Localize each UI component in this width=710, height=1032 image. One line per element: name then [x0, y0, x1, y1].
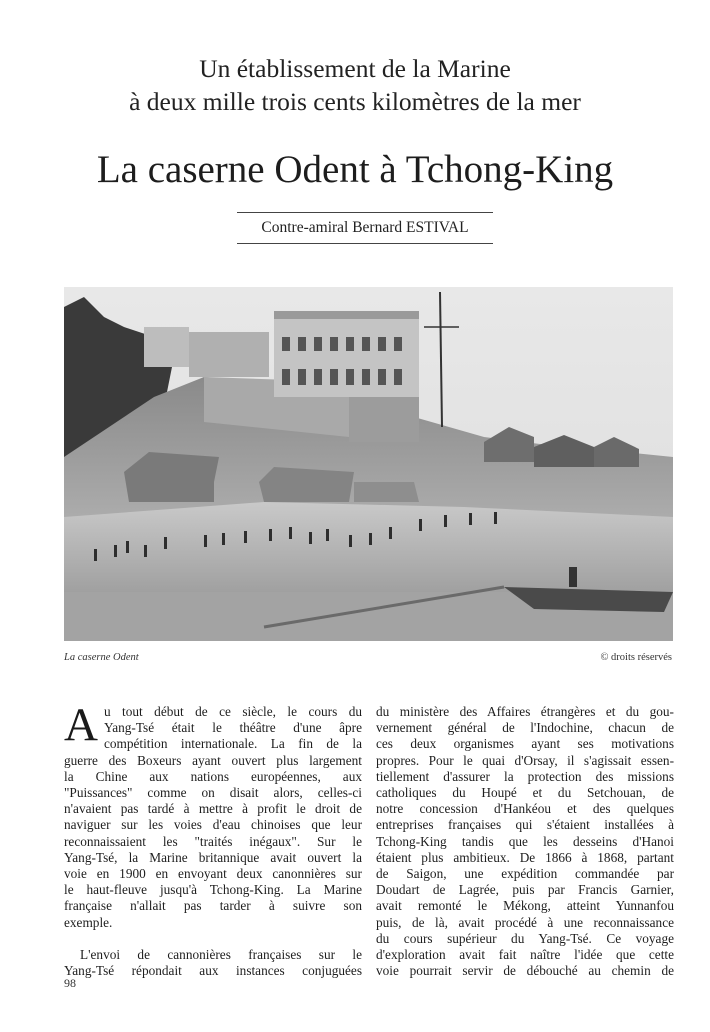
article-title: La caserne Odent à Tchong-King — [96, 148, 614, 191]
text-line: ces deux organismes ayant ses motivations — [376, 736, 674, 752]
article-kicker — [40, 52, 670, 118]
text-line: entreprises françaises qui s'étaient installées à — [376, 817, 674, 833]
text-line: d'exploration avait fait naître l'idée que cette — [376, 947, 674, 963]
text-line: L'envoi de cannonières françaises sur le — [80, 946, 362, 962]
text-line: n'avaient pas tardé à mettre à profit le droit de — [64, 801, 362, 817]
figure-caption: La caserne Odent — [64, 652, 139, 663]
article-column-left — [64, 699, 362, 979]
text-line: Yang-Tsé répondait aux instances conjuguées — [64, 963, 362, 979]
text-line: "Puissances" comme on disait alors, celles-ci — [64, 785, 362, 801]
page-number: 98 — [64, 976, 76, 990]
text-line: tiellement d'assurer la protection des missions — [376, 768, 674, 784]
text-line: de Saigon, une expédition commandée par — [376, 866, 674, 882]
text-line: guerre des Boxeurs ayant ouvert plus largement — [64, 752, 362, 768]
text-line: Yang-Tsé, la Marine britannique avait ouvert la — [64, 849, 362, 865]
text-line: naviguer sur les voies d'eau chinoises que leur — [64, 817, 362, 833]
text-line: notre concession d'Hankéou et des quelques — [376, 801, 674, 817]
historical-photograph — [64, 287, 673, 641]
text-line: étaient plus ambitieux. De 1866 à 1868, partant — [376, 849, 674, 865]
text-line: propres. Pour le quai d'Orsay, il s'agissait essen- — [376, 752, 674, 768]
paragraph-1 — [64, 699, 362, 931]
author-byline: Contre-amiral Bernard ESTIVAL — [237, 212, 493, 244]
text-line: voie en 1900 en envoyant deux canonnières sur — [64, 866, 362, 882]
text-line: Yang-Tsé était le théâtre d'une âpre — [103, 720, 362, 736]
drop-cap: A — [64, 699, 98, 751]
text-line: puis, de là, avait procédé à une reconnaissance — [376, 914, 674, 930]
text-line: compétition internationale. La fin de la — [103, 736, 362, 752]
text-line: reconnaissaient les "traités inégaux". Sur le — [64, 833, 362, 849]
text-line: française n'allait pas tarder à suivre son — [64, 898, 362, 914]
text-line: u tout début de ce siècle, le cours du — [103, 704, 362, 719]
text-line: Doudart de Lagrée, puis par Francis Garnier, — [376, 882, 674, 898]
figure-credit: © droits réservés — [600, 652, 672, 663]
text-line: la Chine aux nations européennes, aux — [64, 768, 362, 784]
kicker-line-1: Un établissement de la Marine — [199, 54, 511, 83]
text-line: exemple. — [64, 914, 113, 930]
text-line: Tchong-King tandis que les desseins d'Hanoi — [376, 833, 674, 849]
paragraph-3 — [376, 704, 674, 979]
text-line: du ministère des Affaires étrangères et du gou- — [376, 704, 674, 719]
paragraph-2 — [64, 947, 362, 979]
kicker-line-2: à deux mille trois cents kilomètres de la mer — [129, 87, 581, 116]
text-line: voie pourrait servir de débouché au chemin de — [376, 963, 674, 979]
text-line: vernement général de l'Indochine, chacun de — [376, 720, 674, 736]
article-column-right — [376, 704, 674, 979]
text-line: catholiques du Houpé et du Setchouan, de — [376, 785, 674, 801]
text-line: du cours supérieur du Yang-Tsé. Ce voyage — [376, 930, 674, 946]
text-line: avait remonté le Mékong, atteint Yunnanfou — [376, 898, 674, 914]
text-line: le haut-fleuve jusqu'à Tchong-King. La Marine — [64, 882, 362, 898]
